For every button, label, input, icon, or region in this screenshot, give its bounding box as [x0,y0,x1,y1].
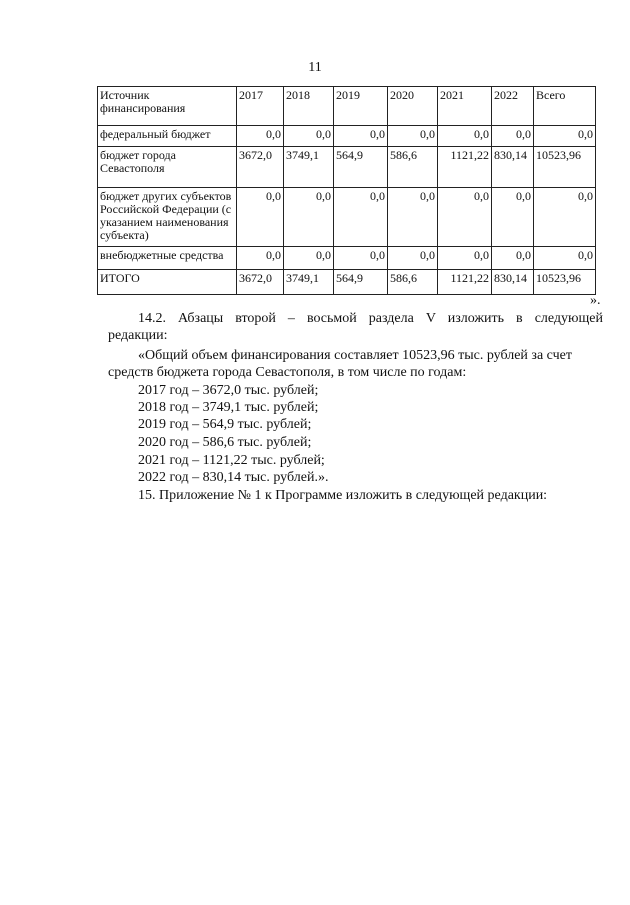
table-total-row [98,270,596,295]
value-cell: 830,14 [492,270,534,295]
value-cell: 0,0 [492,188,534,247]
value-cell: 0,0 [534,126,596,147]
value-cell: 0,0 [492,126,534,147]
value-cell: 0,0 [284,126,334,147]
value-cell: 10523,96 [534,147,596,188]
value-cell: 0,0 [237,188,284,247]
header-year-cell: 2020 [388,87,438,126]
value-cell: 3749,1 [284,270,334,295]
paragraph-quote-line1: «Общий объем финансирования составляет 10523,96 тыс. рублей за счет [138,348,572,363]
value-cell: 0,0 [534,188,596,247]
value-cell: 0,0 [334,247,388,270]
year-2017-line: 2017 год – 3672,0 тыс. рублей; [138,383,319,398]
financing-table [97,86,596,295]
table-header-row [98,87,596,126]
header-year-cell: 2022 [492,87,534,126]
row-source-cell: бюджет города Севастополя [98,147,237,188]
table-row [98,147,596,188]
table-row [98,126,596,147]
value-cell: 3672,0 [237,147,284,188]
year-2019-line: 2019 год – 564,9 тыс. рублей; [138,417,312,432]
paragraph-quote-line2: средств бюджета города Севастополя, в том числе по годам: [108,365,467,380]
value-cell: 0,0 [492,247,534,270]
value-cell: 564,9 [334,270,388,295]
table-row [98,247,596,270]
value-cell: 3672,0 [237,270,284,295]
row-source-cell: федеральный бюджет [98,126,237,147]
year-2021-line: 2021 год – 1121,22 тыс. рублей; [138,453,325,468]
closing-quote: ». [590,293,601,308]
year-2020-line: 2020 год – 586,6 тыс. рублей; [138,435,312,450]
value-cell: 0,0 [284,188,334,247]
value-cell: 0,0 [438,247,492,270]
value-cell: 10523,96 [534,270,596,295]
year-2022-line: 2022 год – 830,14 тыс. рублей.». [138,470,329,485]
value-cell: 0,0 [438,126,492,147]
header-year-cell: 2021 [438,87,492,126]
header-total-cell: Всего [534,87,596,126]
value-cell: 0,0 [284,247,334,270]
header-year-cell: 2019 [334,87,388,126]
paragraph-14-2-line1: 14.2. Абзацы второй – восьмой раздела V изложить в следующей [138,311,603,326]
header-year-cell: 2017 [237,87,284,126]
value-cell: 0,0 [388,247,438,270]
value-cell: 586,6 [388,270,438,295]
value-cell: 586,6 [388,147,438,188]
table-row [98,188,596,247]
value-cell: 1121,22 [438,147,492,188]
value-cell: 0,0 [388,188,438,247]
row-source-cell: ИТОГО [98,270,237,295]
paragraph-14-2-line2: редакции: [108,328,168,343]
value-cell: 0,0 [334,188,388,247]
value-cell: 1121,22 [438,270,492,295]
value-cell: 0,0 [388,126,438,147]
row-source-cell: внебюджетные средства [98,247,237,270]
page-number: 11 [308,60,322,75]
value-cell: 564,9 [334,147,388,188]
header-year-cell: 2018 [284,87,334,126]
year-2018-line: 2018 год – 3749,1 тыс. рублей; [138,400,319,415]
row-source-cell: бюджет других субъектов Российской Федерации (с указанием наименования субъекта) [98,188,237,247]
value-cell: 0,0 [237,247,284,270]
header-source-cell: Источник финансирования [98,87,237,126]
value-cell: 0,0 [438,188,492,247]
value-cell: 0,0 [534,247,596,270]
value-cell: 3749,1 [284,147,334,188]
value-cell: 830,14 [492,147,534,188]
value-cell: 0,0 [334,126,388,147]
value-cell: 0,0 [237,126,284,147]
paragraph-15: 15. Приложение № 1 к Программе изложить в следующей редакции: [138,488,548,503]
